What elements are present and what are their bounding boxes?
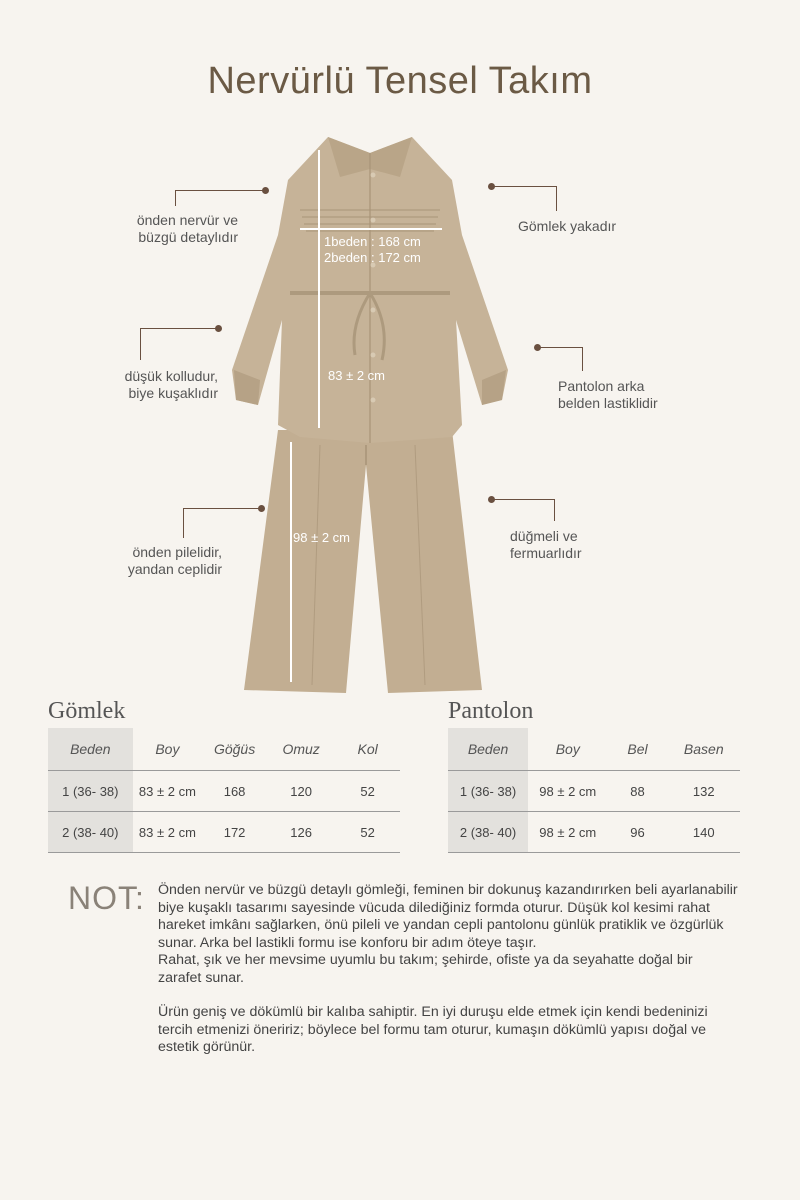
table-row: 2 (38- 40) 98 ± 2 cm 96 140 — [448, 812, 740, 853]
chest-measure-size2: 2beden : 172 cm — [324, 250, 421, 265]
shirt-table-title: Gömlek — [48, 698, 126, 724]
pants-shape — [244, 430, 482, 693]
note-paragraph: Önden nervür ve büzgü detaylı gömleği, feminen bir dokunuş kazandırırken beli ayarlanabilir biye kuşaklı tasarımı sayesinde vücuda dilediğiniz formda oturur. Düşük kol kesimi rahat hareket imkânı sağlarken, önü pileli ve yandan cepli pantolonu günlük pratiklik ve özgürlük sunar. Arka bel lastikli formu ise konforu bir adım öteye taşır. Rahat, şık ve her mevsime uyumlu bu takım; şehirde, ofiste ya da seyahatte doğal bir zarafet sunar. — [158, 882, 738, 986]
page-title: Nervürlü Tensel Takım — [207, 60, 593, 102]
shirt-length-label: 83 ± 2 cm — [328, 368, 385, 383]
shirt-size-table — [48, 728, 400, 853]
note-label: NOT: — [68, 880, 145, 916]
pants-length-label: 98 ± 2 cm — [293, 530, 350, 545]
callout-sleeve: düşük kolludur, biye kuşaklıdır — [124, 368, 218, 401]
chest-measure-size1: 1beden : 168 cm — [324, 234, 421, 249]
chest-measure-line — [300, 228, 442, 230]
pants-length-line — [290, 442, 292, 682]
garment-illustration — [220, 125, 520, 700]
table-header-row: Beden Boy Bel Basen — [448, 728, 740, 771]
callout-front-pleat: önden nervür ve büzgü detaylıdır — [136, 212, 238, 245]
note-text — [158, 882, 738, 1074]
note-paragraph: Ürün geniş ve dökümlü bir kalıba sahiptir. En iyi duruşu elde etmek için kendi bedeninizi tercih etmenizi öneririz; böylece bel formu tam oturur, kumaşın dökümlü yapısı doğal ve estetik görünür. — [158, 1004, 708, 1055]
shirt-length-line — [318, 150, 320, 428]
table-row: 1 (36- 38) 98 ± 2 cm 88 132 — [448, 771, 740, 812]
pants-table-title: Pantolon — [448, 698, 534, 724]
pants-size-table — [448, 728, 740, 853]
table-row: 2 (38- 40) 83 ± 2 cm 172 126 52 — [48, 812, 400, 853]
table-header-row: Beden Boy Göğüs Omuz Kol — [48, 728, 400, 771]
table-row: 1 (36- 38) 83 ± 2 cm 168 120 52 — [48, 771, 400, 812]
callout-front-pocket: önden pilelidir, yandan ceplidir — [127, 544, 222, 577]
callout-dot — [258, 505, 265, 512]
callout-dot — [262, 187, 269, 194]
callout-button-zip: düğmeli ve fermuarlıdır — [510, 528, 582, 561]
callout-back-waist: Pantolon arka belden lastiklidir — [558, 378, 658, 411]
callout-dot — [215, 325, 222, 332]
callout-collar: Gömlek yakadır — [518, 218, 617, 234]
